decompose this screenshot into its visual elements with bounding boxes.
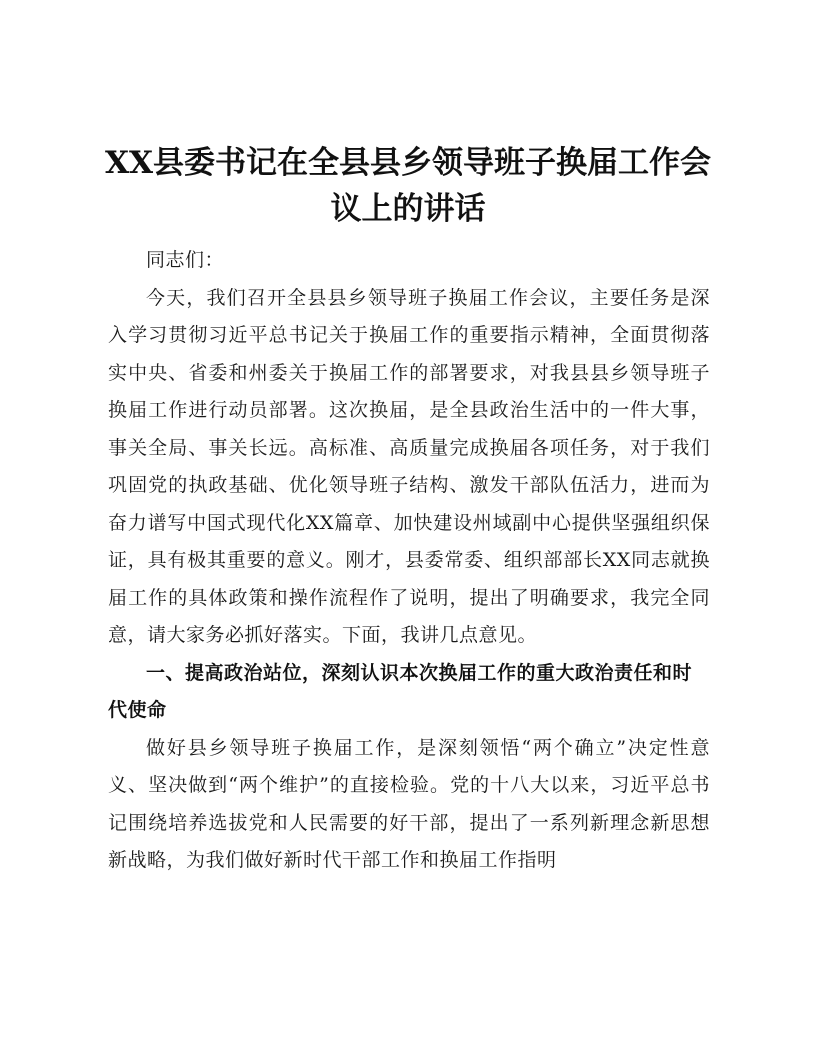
section-heading: 一、提高政治站位，深刻认识本次换届工作的重大政治责任和时代使命 <box>108 661 693 721</box>
opening-paragraph: 今天，我们召开全县县乡领导班子换届工作会议，主要任务是深入学习贯彻习近平总书记关于换届工作的重要指示精神，全面贯彻落实中央、省委和州委关于换届工作的部署要求，对我县县乡领导班子换届工作进行动员部署。这次换届，是全县政治生活中的一件大事，事关全局、事关长远。高标准、高质量完成换届各项任务，对于我们巩固党的执政基础、优化领导班子结构、激发干部队伍活力，进而为奋力谱写中国式现代化XX篇章、加快建设州域副中心提供坚强组织保证，具有极其重要的意义。刚才，县委常委、组织部部长XX同志就换届工作的具体政策和操作流程作了说明，提出了明确要求，我完全同意，请大家务必抓好落实。下面，我讲几点意见。 <box>108 286 710 646</box>
section-paragraph: 做好县乡领导班子换届工作，是深刻领悟“两个确立”决定性意义、坚决做到“两个维护”的直接检验。党的十八大以来，习近平总书记围绕培养选拔党和人民需要的好干部，提出了一系列新理念新思想新战略，为我们做好新时代干部工作和换届工作指明 <box>108 736 710 871</box>
document-title: XX县委书记在全县县乡领导班子换届工作会议上的讲话 <box>104 145 712 227</box>
salutation: 同志们： <box>146 249 225 271</box>
document-body <box>108 242 710 880</box>
